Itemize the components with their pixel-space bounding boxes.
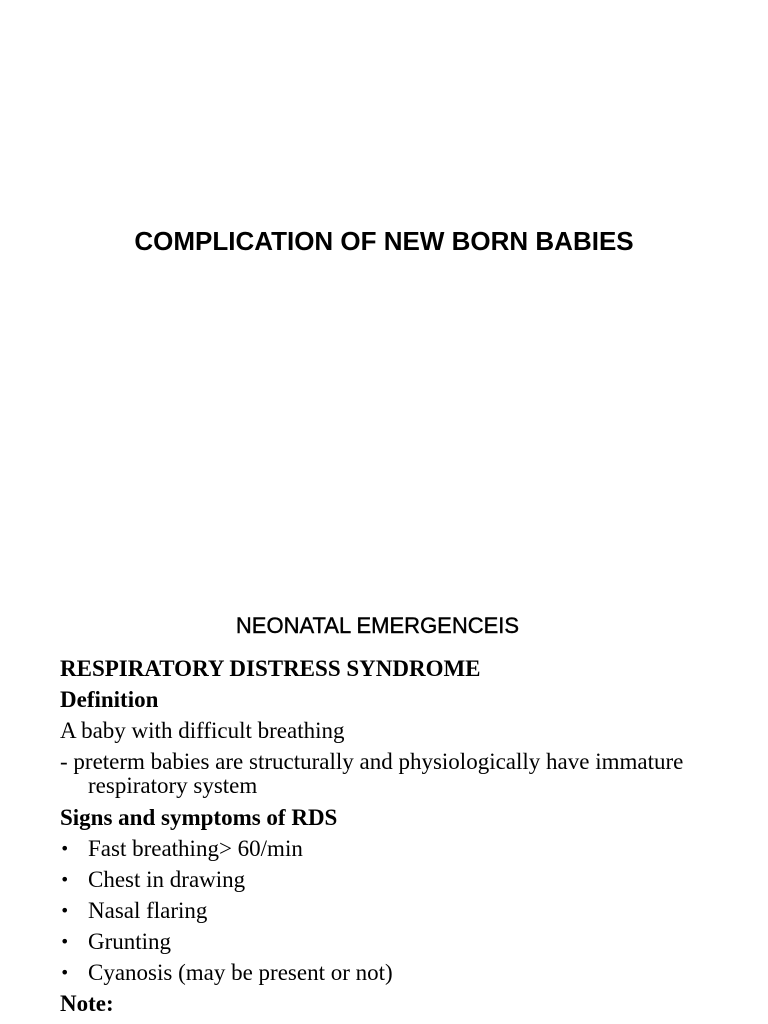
bullet-icon: • — [60, 932, 70, 951]
bullet-icon: • — [60, 901, 70, 920]
page-title: COMPLICATION OF NEW BORN BABIES — [134, 226, 634, 256]
list-item-text: Grunting — [88, 929, 172, 954]
list-item — [60, 864, 760, 895]
bullet-icon: • — [60, 870, 70, 889]
dash-list-item: - preterm babies are structurally and physiologically have immature respiratory system — [60, 749, 684, 798]
document-body — [60, 653, 760, 1019]
list-item-text: Fast breathing> 60/min — [88, 836, 303, 861]
definition-label: Definition — [60, 687, 159, 712]
definition-text: A baby with difficult breathing — [60, 718, 345, 743]
list-item — [60, 957, 760, 988]
list-item-text: Nasal flaring — [88, 898, 208, 923]
bullet-icon: • — [60, 963, 70, 982]
list-item-text: Chest in drawing — [88, 867, 246, 892]
subheading: RESPIRATORY DISTRESS SYNDROME — [60, 656, 481, 681]
section-heading: NEONATAL EMERGENCEIS — [235, 613, 520, 638]
list-item — [60, 926, 760, 957]
list-item — [60, 895, 760, 926]
list-item-text: Cyanosis (may be present or not) — [88, 960, 393, 985]
bullet-icon: • — [60, 839, 70, 858]
list-item — [60, 833, 760, 864]
note-label: Note: — [60, 991, 114, 1016]
signs-heading: Signs and symptoms of RDS — [60, 805, 338, 830]
